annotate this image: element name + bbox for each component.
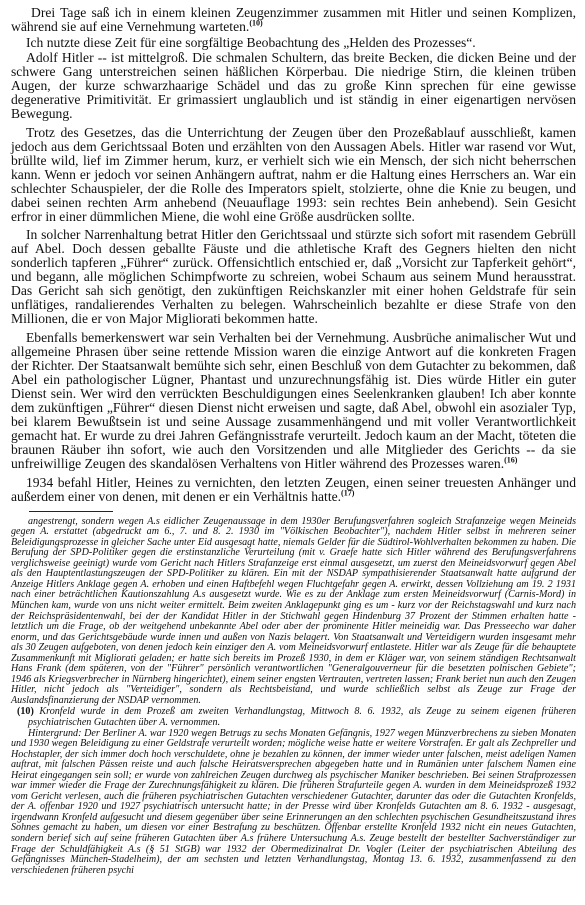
footnote: Hintergrund: Der Berliner A. war 1920 wegen Betrugs zu sechs Monaten Gefängnis, 1927 wegen Münzverbrechens zu sieben Monaten und 1930 wegen Beleidigung zu einer Geldstrafe verurteilt worden; mögliche weise hatte er weitere Vorstrafen. Er galt als Zechpreller und Hochstapler, der sich immer doch hoch verschuldete, ohne je bezahlen zu können, der immer wieder unter falschen, meist adeligen Namen auftrat, mit falschen Pässen reiste und auch falsche Heiratsversprechen abgegeben hatte und in Rumänien unter falschem Namen eine Heirat eingegangen sein soll; er wurde von zahlreichen Zeugen durchweg als psychischer Maniker beschrieben. Bei seinen Strafprozessen war immer wieder die Frage der Zurechnungsfähigkeit zu klären. Die früheren Strafurteile gegen A. wurden in dem Meineidsprozeß 1932 vom Gericht verlesen, auch die früheren psychiatrischen Gutachten verschiedener Gutachter, darunter das oder die Gutachten Kronfelds, der A. offenbar 1920 und 1927 psychiatrisch untersucht hatte; in der Presse wird über Kronfelds Gutachten am 8. 6. 1932 - ausgesagt, irgendwann Kronfeld aufgesucht und diesem gegenüber über seine Erinnerungen an den schlechten psychischen Gesundheitszustand ihres Sohnes gemacht zu haben, um diesen vor einer Bestrafung zu beschützen. Offenbar erstellte Kronfeld 1932 nicht ein neues Gutachten, sondern berief sich auf seine früheren Gutachten über A.s frühere Untersuchung A.s. Zeuge bestellt der bestellter Sachverständiger zur Frage der Schuldfähigkeit A.s (§ 51 StGB) war 1932 der Obermedizinalrat Dr. Vogler (Leiter der psychiatrischen Abteilung des Gefängnisses München-Stadelheim), der am sechsten und letzten Verhandlungstag, Montag 13. 6. 1932, zusammenfassend zu den verschiedenen früheren psychi — [11, 727, 576, 876]
paragraph: Ebenfalls bemerkenswert war sein Verhalten bei der Vernehmung. Ausbrüche animalischer Wut und allgemeine Phrasen über seine rettende Mission waren die einzige Antwort auf die konkreten Fragen der Richter. Der Staatsanwalt bemühte sich sehr, einen Beschluß von dem Gutachter zu bekommen, daß Abel ein pathologischer Lügner, Phantast und unzurechnungsfähig ist. Dies würde Hitler ein guter Dienst sein. Wer wird den verrückten Beschuldigungen eines Seelenkranken glauben! Ich aber konnte dem zukünftigen „Führer“ diesen Dienst nicht erweisen und sagte, daß Abel, obwohl ein asozialer Typ, bei klarem Bewußtsein ist und seine Aussage zusammenhängend und mit voller Verantwortlichkeit gemacht hat. Er wurde zu drei Jahren Gefängnisstrafe verurteilt. Jedoch kaum an der Macht, töteten die braunen Räuber ihn sofort, wie auch den Vorsitzenden und alle Mitglieder des Gerichts -- da sie unfreiwillige Zeugen des skandalösen Verhaltens von Hitler während des Prozesses waren.$^{(16)}$ — [11, 330, 576, 471]
paragraph: 1934 befahl Hitler, Heines zu vernichten, den letzten Zeugen, einen seiner treuesten Anhänger und außerdem einer von denen, mit denen er ein Verhältnis hatte.$^{(17)}$ — [11, 474, 576, 504]
footnote-ref: (17) — [341, 488, 355, 498]
footnote-label: (10) — [17, 706, 34, 718]
paragraph: In solcher Narrenhaltung betrat Hitler den Gerichtssaal und stürzte sich sofort mit rasendem Gebrüll auf Abel. Doch dessen geballte Fäuste und die athletische Kraft des Gegners hielten den nicht sonderlich tapferen „Führer“ zurück. Offensichtlich entschied er, daß „Vorsicht zur Tapferkeit gehört“, und begann, alle möglichen Schimpfworte zu schreien, wobei Schaum aus seinem Mund herausstrat. Das Gericht sah sich genötigt, den zukünftigen Reichskanzler mit einer hohen Geldstrafe für sein unflätiges, randalierendes Verhalten zu belegen. Wahrscheinlich bezahlte er diese Strafe von den Millionen, die er von Major Migliorati bekommen hatte. — [11, 227, 576, 327]
paragraph: Ich nutzte diese Zeit für eine sorgfältige Beobachtung des „Helden des Prozesses“. — [26, 34, 476, 50]
footnote-ref: (16) — [504, 455, 518, 465]
footnote: (10) Kronfeld wurde in dem Prozeß am zweiten Verhandlungstag, Mittwoch 8. 6. 1932, als Zeuge zu seinem eigenen früheren psychiatrischen Gutachten über A. vernommen. — [17, 706, 576, 728]
footnotes — [11, 517, 576, 877]
footnote-separator — [29, 511, 113, 512]
paragraph: Trotz des Gesetzes, das die Unterrichtung der Zeugen über den Prozeßablauf ausschließt, kamen jedoch aus dem Gerichtssaal Boten und erzählten von den Aussagen Abels. Hitler war rasend vor Wut, brüllte wild, lief im Zimmer herum, kurz, er verhielt sich wie ein Mensch, der sich nicht beherrschen kann. Wenn er jedoch vor seinen Anhängern auftrat, nahm er die Haltung eines Herrschers an. War ein schlechter Schauspieler, der die Rolle des Imperators spielt, stolzierte, ohne die Knie zu beugen, und dabei seinen rechten Arm anhebend (Neuauflage 1993: sein rechtes Bein anhebend). Sein Gesicht erfror in einer dümmlichen Miene, die wohl eine Größe ausdrücken sollte. — [11, 124, 576, 224]
paragraph: Adolf Hitler -- ist mittelgroß. Die schmalen Schultern, das breite Becken, die dicken Beine und der schwere Gang unterstreichen seinen häßlichen Körperbau. Die niedrige Stirn, die kleinen trüben Augen, der kurze schwarzhaarige Schädel und das zu große Kinn sprechen für eine gewisse degenerative Primitivität. Er grimassiert unglaublich und ist ständig in einer eigenartigen nervösen Bewegung. — [11, 50, 576, 121]
paragraph: Drei Tage saß ich in einem kleinen Zeugenzimmer zusammen mit Hitler und seinen Komplizen, während sie auf eine Vernehmung warteten.$^{(10)}$ — [11, 5, 576, 34]
main-text — [11, 6, 576, 504]
footnote-ref: (10) — [249, 18, 263, 28]
footnote-continuation: angestrengt, sondern wegen A.s eidlicher Zeugenaussage in dem 1930er Berufungsverfahren sogleich Strafanzeige wegen Meineids gegen A. erstattet (abgedruckt am 6., 7. und 8. 2. 1930 im "Völkischen Beobachter"), nachdem Hitler selbst in mehreren seiner Beleidigungsprozesse in gleicher Sache unter Eid ausgesagt hatte, niemals Gelder für die Südtirol-Wohlverhalten bekommen zu haben. Die Berufung der SPD-Politiker gegen die erstinstanzliche Verurteilung (mit v. Graefe hatte sich Hitler während des Berufungsverfahrens verglichsweise geeinigt) wurde vom Gericht nach Hitlers Strafanzeige erst einmal ausgesetzt, um zuerst den Meineidsvorwurf gegen Abel als den Hauptentlastungszeugen der SPD-Politiker zu klären. Ein mit der NSDAP sympathisierender Staatsanwalt hatte aufgrund der Anzeige Hitlers Anklage gegen A. erhoben und einen Haftbefehl wegen Fluchtgefahr gegen A. erwirkt, dessen Vollziehung am 19. 2 1931 nach einer beträchtlichen Kautionszahlung A.s ausgesetzt wurde. Wie es zu der Anklage zum ersten Meineidsvorwurf (Carnis-Mord) in München kam, wurde von uns nicht weiter ermittelt. Beim zweiten Anklagepunkt ging es um - kurz vor der Reichstagswahl und kurz nach der Reichspräsidentenwahl, bei der der Kandidat Hitler in der Stichwahl gegen Hindenburg 37 Prozent der Stimmen erhalten hatte - letztlich um die Frage, ob der weitgehend unbekannte Abel oder aber der prominente Hitler meineidig war. Das Presseecho war daher enorm, und das Gerichtsgebäude wurde innen und außen von Nazis belagert. Von Staatsanwalt und Verteidigern wurden insgesamt mehr als 30 Zeugen aufgeboten, von denen jedoch kein einziger den A. vom Meineidsvorwurf entlastete. Hitler war als Zeuge für die behauptete Zusammenkunft mit Migliorati geladen; er hatte sich bereits im Prozeß 1930, in dem er Kläger war, von seinem ständigen Rechtsanwalt Hans Frank (dem späteren, von der "Führer" persönlich verantwortlichen "Generalgouverneur für die besetzten polnischen Gebiete"; 1946 als Kriegsverbrecher in Nürnberg hingerichtet), einem seiner engsten Vertrauten, vertreten lassen; Frank beriet nun auch den Zeugen Hitler, nicht jedoch als "Verteidiger", sondern als Rechtsbeistand, und wurde schließlich selbst als Zeuge zur Frage der Auslandsfinanzierung der NSDAP vernommen. — [11, 515, 576, 706]
